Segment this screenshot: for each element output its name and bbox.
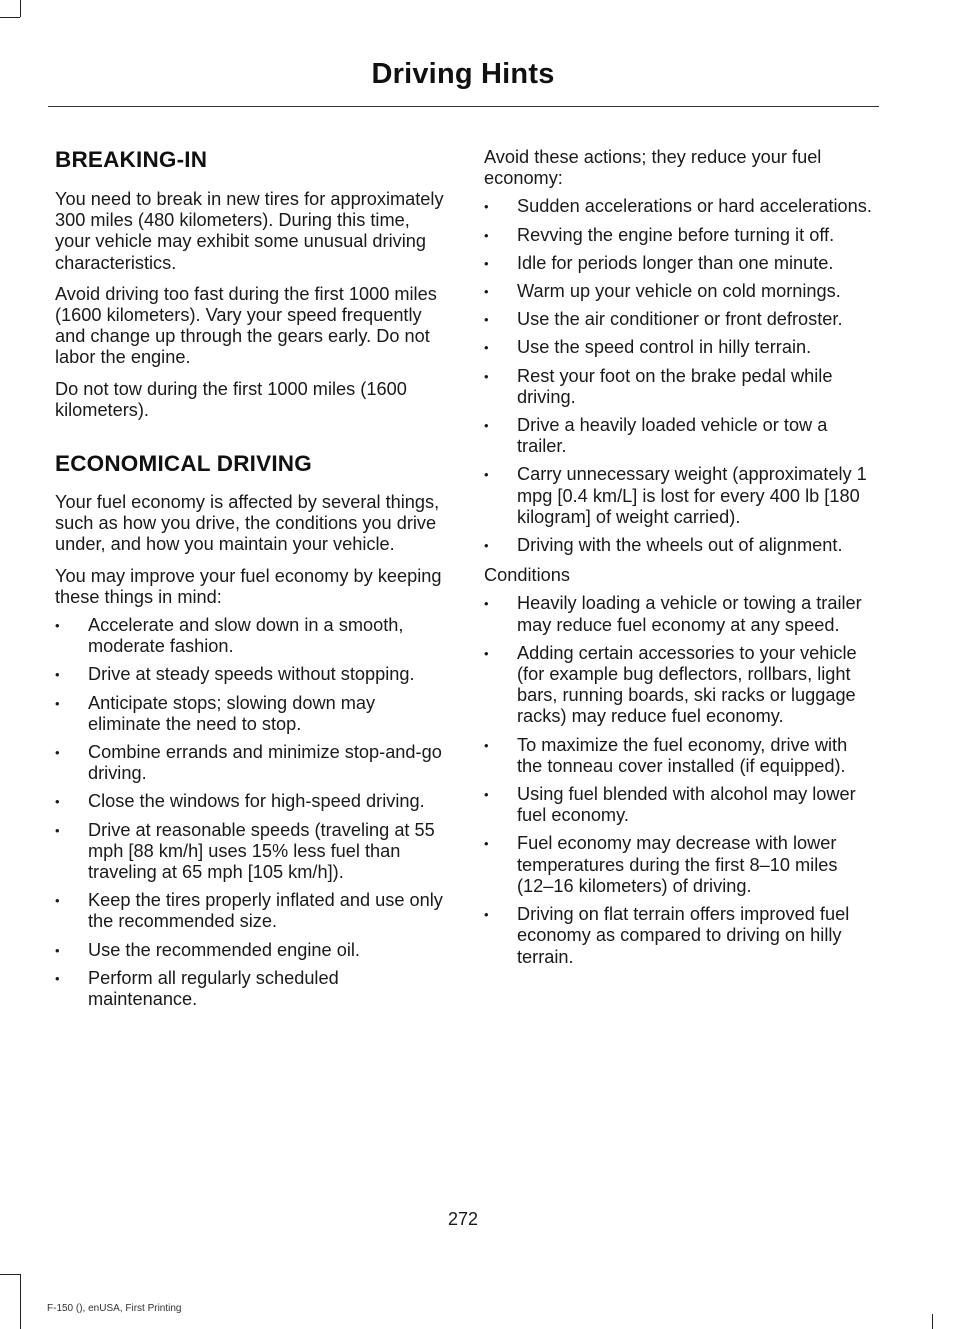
list-item: • Fuel economy may decrease with lower temperatures during the first 8–10 miles (12–16 kilometers) of driving. [484,833,838,896]
crop-mark-bottom-right-vertical [932,1314,933,1329]
list-item: • Keep the tires properly inflated and use only the recommended size. [55,890,443,932]
bullet-icon: • [484,596,489,612]
list-item: • Drive at steady speeds without stopping. [55,664,415,685]
page-title: Driving Hints [371,58,555,90]
bullet-icon: • [484,368,489,384]
list-item: • Use the recommended engine oil. [55,939,360,960]
bullet-icon: • [484,312,489,328]
paragraph: You need to break in new tires for approximately 300 miles (480 kilometers). During this time, your vehicle may exhibit some unusual driving characteristics. [55,189,444,273]
list-item: • Using fuel blended with alcohol may lower fuel economy. [484,784,856,826]
crop-mark-bottom-left-horizontal [0,1274,20,1275]
list-item: • Revving the engine before turning it off. [484,224,835,245]
paragraph: Your fuel economy is affected by several things, such as how you drive, the conditions you drive under, and how you maintain your vehicle. [55,492,440,555]
list-item: • Driving with the wheels out of alignment. [484,535,843,556]
bullet-icon: • [484,836,489,852]
bullet-icon: • [484,199,489,215]
crop-mark-top-left-vertical [20,0,21,17]
list-item: • Accelerate and slow down in a smooth, moderate fashion. [55,615,404,657]
footer-text: F-150 (), enUSA, First Printing [47,1303,182,1314]
paragraph: You may improve your fuel economy by keeping these things in mind: [55,565,442,607]
bullet-icon: • [484,284,489,300]
list-item: • Close the windows for high-speed driving. [55,791,425,812]
list-item: • Sudden accelerations or hard accelerations. [484,196,872,217]
list-item: • Anticipate stops; slowing down may eliminate the need to stop. [55,692,376,734]
list-item: • Use the air conditioner or front defroster. [484,309,843,330]
list-item: • Idle for periods longer than one minute. [484,252,834,273]
bullet-icon: • [484,418,489,434]
list-item: • Drive a heavily loaded vehicle or tow a trailer. [484,415,828,457]
bullet-icon: • [484,737,489,753]
list-item: • Drive at reasonable speeds (traveling at 55 mph [88 km/h] uses 15% less fuel than traveling at 65 mph [105 km/h]). [55,819,435,883]
right-column [484,147,876,975]
list-item: • Rest your foot on the brake pedal while driving. [484,365,833,407]
bullet-icon: • [484,227,489,243]
bullet-icon: • [484,340,489,356]
bullet-icon: • [484,255,489,271]
list-item: • Heavily loading a vehicle or towing a trailer may reduce fuel economy at any speed. [484,593,862,635]
list-item: • Driving on flat terrain offers improved fuel economy as compared to driving on hilly terrain. [484,904,850,967]
conditions-label: Conditions [484,565,570,586]
left-column [55,145,447,1017]
list-item: • Adding certain accessories to your vehicle (for example bug deflectors, rollbars, light bars, running boards, ski racks or luggage racks) may reduce fuel economy. [484,642,857,727]
bullet-icon: • [55,618,60,634]
list-item: • To maximize the fuel economy, drive with the tonneau cover installed (if equipped). [484,734,848,776]
list-item: • Use the speed control in hilly terrain. [484,337,812,358]
bullet-icon: • [55,942,60,958]
crop-mark-top-left-horizontal [0,17,20,18]
list-item: • Carry unnecessary weight (approximately 1 mpg [0.4 km/L] is lost for every 400 lb [180 kilogram] of weight carried). [484,464,867,527]
bullet-icon: • [55,893,60,909]
bullet-icon: • [484,467,489,483]
conditions-list [484,593,876,967]
paragraph: Do not tow during the first 1000 miles (1600 kilometers). [55,378,407,420]
bullet-icon: • [484,907,489,923]
section-heading-economical-driving: ECONOMICAL DRIVING [55,451,312,477]
bullet-icon: • [55,667,60,683]
paragraph: Avoid driving too fast during the first 1000 miles (1600 kilometers). Vary your speed frequently and change up through the gears early. Do not labor the engine. [55,283,437,368]
crop-mark-bottom-left-vertical [20,1274,21,1329]
title-divider [48,106,879,107]
bullet-icon: • [484,787,489,803]
bullet-icon: • [55,695,60,711]
bullet-icon: • [55,794,60,810]
list-item: • Warm up your vehicle on cold mornings. [484,281,841,302]
bullet-icon: • [55,822,60,838]
list-item: • Perform all regularly scheduled maintenance. [55,967,339,1010]
bullet-icon: • [55,745,60,761]
page-number: 272 [447,1209,479,1229]
bullet-icon: • [484,538,489,554]
bullet-icon: • [484,645,489,661]
list-item: • Combine errands and minimize stop-and-go driving. [55,742,442,784]
section-heading-breaking-in: BREAKING-IN [55,147,208,172]
paragraph: Avoid these actions; they reduce your fuel economy: [484,147,822,189]
avoid-list [484,196,876,556]
tips-list [55,615,447,1010]
bullet-icon: • [55,970,60,986]
